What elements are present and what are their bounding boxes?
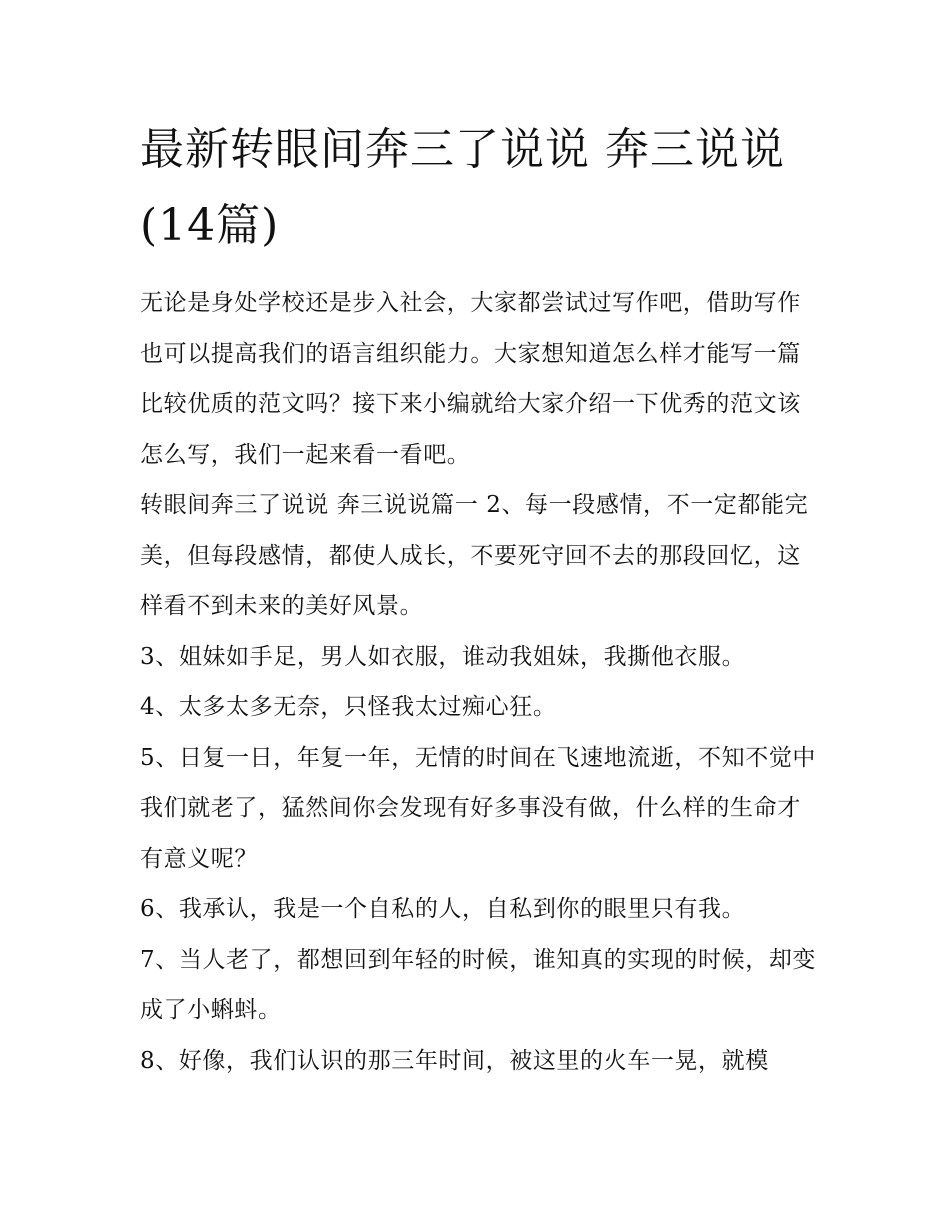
- document-body: [140, 278, 820, 1086]
- paragraph-item-5: 5、日复一日，年复一年，无情的时间在飞速地流逝，不知不觉中我们就老了，猛然间你会发现有好多事没有做，什么样的生命才有意义呢？: [140, 744, 817, 872]
- paragraph-item-4: 4、太多太多无奈，只怪我太过痴心狂。: [140, 694, 557, 720]
- document-title-text: 最新转眼间奔三了说说 奔三说说(14篇): [140, 124, 785, 251]
- paragraph-intro: 无论是身处学校还是步入社会，大家都尝试过写作吧，借助写作也可以提高我们的语言组织能力。大家想知道怎么样才能写一篇比较优质的范文吗？接下来小编就给大家介绍一下优秀的范文该怎么写，我们一起来看一看吧。: [140, 290, 801, 468]
- document-content: [140, 112, 820, 1086]
- paragraph-item-8: 8、好像，我们认识的那三年时间，被这里的火车一晃，就模: [140, 1047, 769, 1074]
- paragraph-item-3: 3、姐妹如手足，男人如衣服，谁动我姐妹，我撕他衣服。: [140, 643, 746, 670]
- paragraph-item-7: 7、当人老了，都想回到年轻的时候，谁知真的实现的时候，却变成了小蝌蚪。: [140, 946, 817, 1023]
- document-title: [140, 112, 820, 264]
- paragraph-item-2: 转眼间奔三了说说 奔三说说篇一 2、每一段感情，不一定都能完美，但每段感情，都使人成长，不要死守回不去的那段回忆，这样看不到未来的美好风景。: [140, 492, 809, 619]
- paragraph-item-6: 6、我承认，我是一个自私的人，自私到你的眼里只有我。: [140, 896, 746, 922]
